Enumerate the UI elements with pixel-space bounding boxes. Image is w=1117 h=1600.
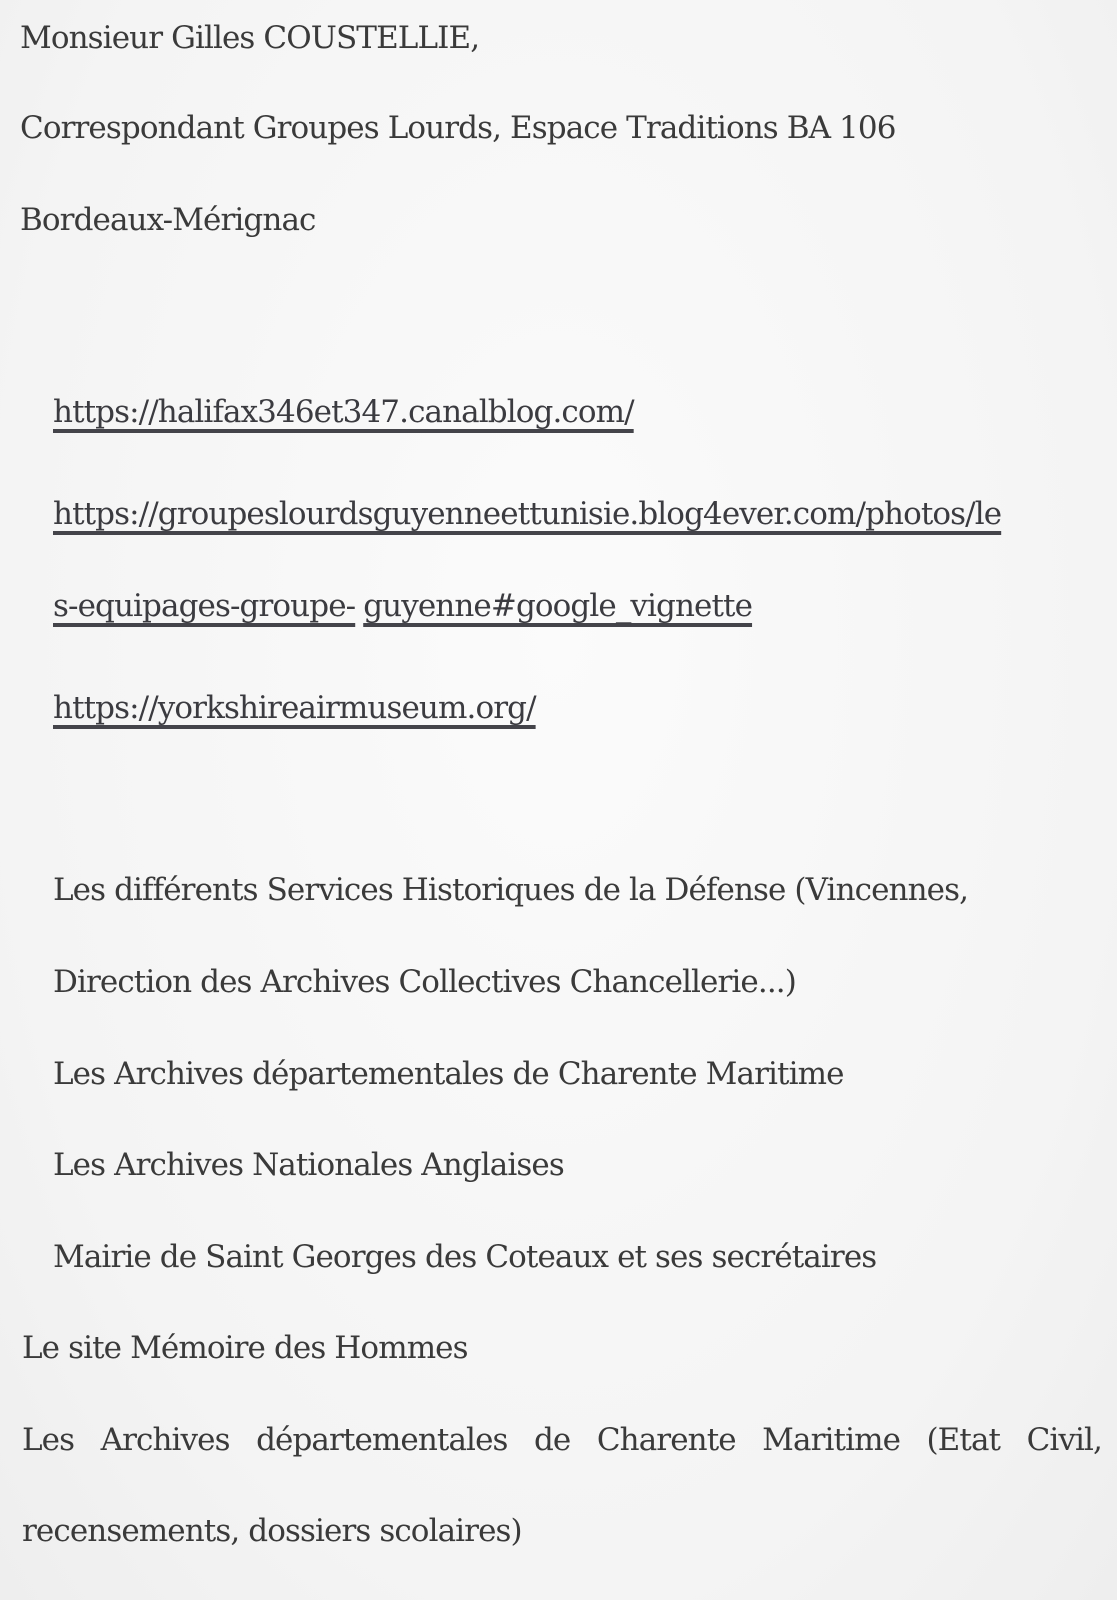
source-shd-line1: Les différents Services Historiques de la Défense (Vincennes,: [53, 872, 969, 908]
link-groupes-lourds-line2[interactable]: [53, 586, 752, 626]
source-shd-line2: Direction des Archives Collectives Chancellerie...): [53, 964, 796, 1000]
link-groupes-lourds-line1[interactable]: [53, 494, 1001, 534]
contact-location: Bordeaux-Mérignac: [20, 202, 316, 238]
link-groupes-lourds-text1[interactable]: https://groupeslourdsguyenneettunisie.blog4ever.com/photos/le: [53, 496, 1002, 532]
source-archives-anglaises: Les Archives Nationales Anglaises: [53, 1147, 564, 1183]
source-archives-etat-civil-line1: Les Archives départementales de Charente Maritime (Etat Civil,: [22, 1422, 1102, 1458]
link-groupes-lourds-text2[interactable]: s-equipages-groupe-: [53, 588, 356, 624]
contact-role: Correspondant Groupes Lourds, Espace Traditions BA 106: [20, 110, 896, 146]
source-archives-etat-civil-line2: recensements, dossiers scolaires): [22, 1513, 522, 1549]
contact-name: Monsieur Gilles COUSTELLIE,: [20, 20, 480, 56]
source-archives-charente: Les Archives départementales de Charente Maritime: [53, 1056, 844, 1092]
link-halifax[interactable]: [53, 392, 634, 432]
link-yorkshire[interactable]: [53, 688, 536, 728]
link-groupes-lourds-text3[interactable]: guyenne#google_vignette: [363, 588, 753, 624]
link-yorkshire-text[interactable]: https://yorkshireairmuseum.org/: [53, 690, 536, 726]
source-mairie: Mairie de Saint Georges des Coteaux et ses secrétaires: [53, 1239, 877, 1275]
link-halifax-text[interactable]: https://halifax346et347.canalblog.com/: [53, 394, 634, 430]
source-memoire-des-hommes: Le site Mémoire des Hommes: [22, 1330, 468, 1366]
